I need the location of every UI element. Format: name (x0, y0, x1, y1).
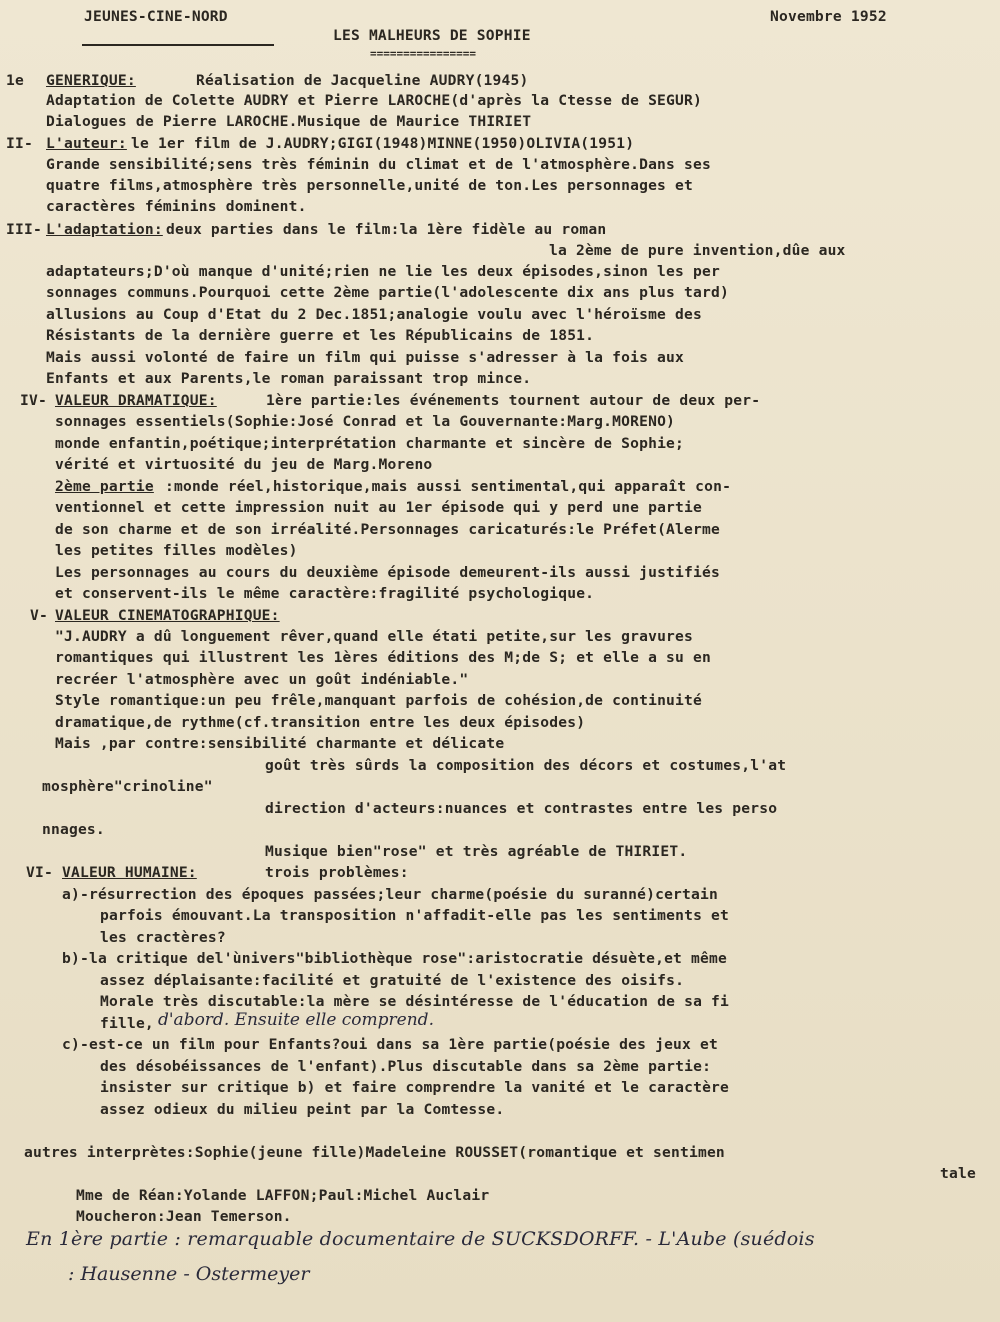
text-line: nnages. (42, 821, 105, 838)
document-title: LES MALHEURS DE SOPHIE (333, 27, 531, 44)
section-number-1: 1e (6, 72, 24, 89)
text-line: des désobéissances de l'enfant).Plus discutable dans sa 2ème partie: (100, 1058, 712, 1075)
text-line: sonnages communs.Pourquoi cette 2ème partie(l'adolescente dix ans plus tard) (46, 284, 729, 301)
section-heading-valeur-cinematographique: VALEUR CINEMATOGRAPHIQUE: (55, 607, 280, 624)
text-line: quatre films,atmosphère très personnelle,unité de ton.Les personnages et (46, 177, 694, 194)
text-line: :monde réel,historique,mais aussi sentimental,qui apparaît con- (165, 478, 732, 495)
text-line: direction d'acteurs:nuances et contrastes entre les perso (265, 800, 778, 817)
text-line: de son charme et de son irréalité.Personnages caricaturés:le Préfet(Alerme (55, 521, 720, 538)
handwritten-note: : Hausenne - Ostermeyer (68, 1263, 310, 1285)
text-line: Morale très discutable:la mère se désintéresse de l'éducation de sa fi (100, 993, 730, 1010)
text-line: autres interprètes:Sophie(jeune fille)Madeleine ROUSSET(romantique et sentimen (24, 1144, 725, 1161)
text-line: 1ère partie:les événements tournent autour de deux per- (266, 392, 761, 409)
text-line: mosphère"crinoline" (42, 778, 213, 795)
handwritten-note: En 1ère partie : remarquable documentaire de SUCKSDORFF. - L'Aube (suédois (26, 1228, 815, 1250)
text-line: monde enfantin,poétique;interprétation charmante et sincère de Sophie; (55, 435, 685, 452)
list-item-c: c)-est-ce un film pour Enfants?oui dans sa 1ère partie(poésie des jeux et (62, 1036, 718, 1053)
text-line: caractères féminins dominent. (46, 198, 307, 215)
text-line: adaptateurs;D'où manque d'unité;rien ne lie les deux épisodes,sinon les per (46, 263, 720, 280)
text-line: Mais aussi volonté de faire un film qui puisse s'adresser à la fois aux (46, 349, 685, 366)
text-line: Grande sensibilité;sens très féminin du climat et de l'atmosphère.Dans ses (46, 156, 711, 173)
text-line: deux parties dans le film:la 1ère fidèle au roman (166, 221, 607, 238)
text-line: fille, (100, 1015, 154, 1032)
text-line: Les personnages au cours du deuxième épisode demeurent-ils aussi justifiés (55, 564, 720, 581)
quote-line: "J.AUDRY a dû longuement rêver,quand elle étati petite,sur les gravures (55, 628, 694, 645)
subheading-2eme-partie: 2ème partie (55, 478, 154, 495)
text-line: goût très sûrds la composition des décors et costumes,l'at (265, 757, 787, 774)
section-number-6: VI- (26, 864, 53, 881)
text-line: Dialogues de Pierre LAROCHE.Musique de Maurice THIRIET (46, 113, 532, 130)
text-line: la 2ème de pure invention,dûe aux (549, 242, 846, 259)
text-line: Mais ,par contre:sensibilité charmante et délicate (55, 735, 505, 752)
text-line: sonnages essentiels(Sophie:José Conrad et la Gouvernante:Marg.MORENO) (55, 413, 676, 430)
text-line: Moucheron:Jean Temerson. (76, 1208, 292, 1225)
handwritten-annotation: d'abord. Ensuite elle comprend. (158, 1010, 434, 1030)
text-line: Mme de Réan:Yolande LAFFON;Paul:Michel Auclair (76, 1187, 490, 1204)
text-line: allusions au Coup d'Etat du 2 Dec.1851;analogie voulu avec l'héroïsme des (46, 306, 702, 323)
organization-name: JEUNES-CINE-NORD (84, 8, 228, 25)
text-line: Résistants de la dernière guerre et les Républicains de 1851. (46, 327, 595, 344)
text-line: insister sur critique b) et faire comprendre la vanité et le caractère (100, 1079, 730, 1096)
section-heading-generique: GENERIQUE: (46, 72, 136, 89)
section-heading-auteur: L'auteur: (46, 135, 127, 152)
section-heading-valeur-dramatique: VALEUR DRAMATIQUE: (55, 392, 217, 409)
text-line: Réalisation de Jacqueline AUDRY(1945) (196, 72, 529, 89)
list-item-a: a)-résurrection des époques passées;leur charme(poésie du suranné)certain (62, 886, 718, 903)
title-underline: ================ (370, 47, 476, 60)
section-heading-valeur-humaine: VALEUR HUMAINE: (62, 864, 197, 881)
text-line: assez odieux du milieu peint par la Comtesse. (100, 1101, 505, 1118)
section-heading-adaptation: L'adaptation: (46, 221, 163, 238)
text-line: tale (940, 1165, 976, 1182)
text-line: Adaptation de Colette AUDRY et Pierre LAROCHE(d'après la Ctesse de SEGUR) (46, 92, 702, 109)
text-line: dramatique,de rythme(cf.transition entre les deux épisodes) (55, 714, 586, 731)
text-line: les cractères? (100, 929, 226, 946)
section-number-2: II- (6, 135, 33, 152)
section-number-5: V- (30, 607, 48, 624)
list-item-b: b)-la critique del'ùnivers"bibliothèque rose":aristocratie désuète,et même (62, 950, 727, 967)
quote-line: romantiques qui illustrent les 1ères éditions des M;de S; et elle a su en (55, 649, 711, 666)
text-line: le 1er film de J.AUDRY;GIGI(1948)MINNE(1950)OLIVIA(1951) (131, 135, 635, 152)
text-line: parfois émouvant.La transposition n'affadit-elle pas les sentiments et (100, 907, 730, 924)
text-line: ventionnel et cette impression nuit au 1er épisode qui y perd une partie (55, 499, 703, 516)
section-number-4: IV- (20, 392, 47, 409)
document-date: Novembre 1952 (770, 8, 887, 25)
header-rule (82, 44, 274, 46)
text-line: assez déplaisante:facilité et gratuité de l'existence des oisifs. (100, 972, 685, 989)
text-line: les petites filles modèles) (55, 542, 298, 559)
text-line: Style romantique:un peu frêle,manquant parfois de cohésion,de continuité (55, 692, 703, 709)
text-line: trois problèmes: (265, 864, 409, 881)
quote-line: recréer l'atmosphère avec un goût indéniable." (55, 671, 469, 688)
text-line: Enfants et aux Parents,le roman paraissant trop mince. (46, 370, 532, 387)
text-line: et conservent-ils le même caractère:fragilité psychologique. (55, 585, 595, 602)
text-line: Musique bien"rose" et très agréable de THIRIET. (265, 843, 688, 860)
text-line: vérité et virtuosité du jeu de Marg.Moreno (55, 456, 433, 473)
section-number-3: III- (6, 221, 42, 238)
